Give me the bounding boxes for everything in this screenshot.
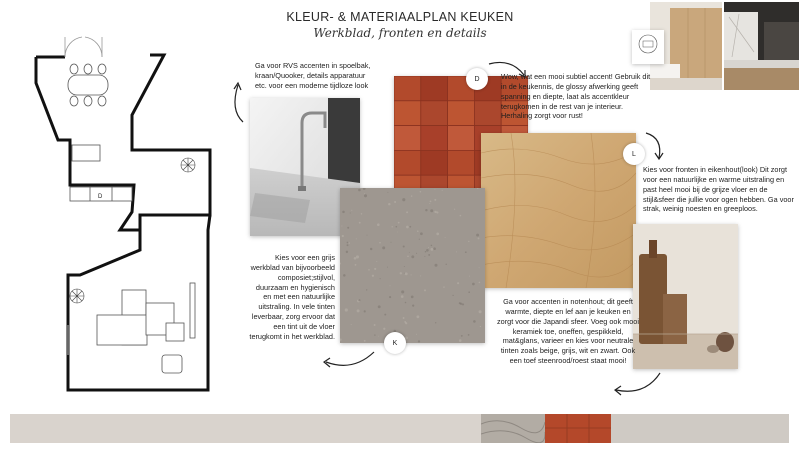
concrete-speckle xyxy=(402,198,405,201)
concrete-speckle xyxy=(459,339,462,342)
door-swing-left xyxy=(65,37,82,57)
concrete-speckle xyxy=(425,209,427,211)
concrete-speckle xyxy=(367,235,368,236)
brand-logo-card xyxy=(632,30,664,64)
concrete-speckle xyxy=(347,242,349,244)
concrete-speckle xyxy=(409,226,411,228)
concrete-speckle xyxy=(347,227,349,229)
concrete-speckle xyxy=(416,253,417,254)
concrete-speckle xyxy=(401,290,404,293)
concrete-speckle xyxy=(342,235,344,237)
concrete-speckle xyxy=(479,282,481,284)
kitchen-photo-marble xyxy=(724,2,799,90)
concrete-speckle xyxy=(364,310,366,312)
concrete-speckle xyxy=(380,278,381,279)
concrete-speckle xyxy=(359,222,361,224)
concrete-speckle xyxy=(411,255,414,258)
note-rvs: Ga voor RVS accenten in spoelbak, kraan/Quooker, details apparatuur etc. voor een moderne tijdloze look xyxy=(255,61,371,90)
concrete-speckle xyxy=(433,247,436,250)
concrete-speckle xyxy=(406,211,408,213)
concrete-speckle xyxy=(457,282,459,284)
concrete-speckle xyxy=(424,289,426,291)
floor-plan xyxy=(20,25,225,400)
concrete-speckle xyxy=(473,320,476,323)
tile xyxy=(394,126,421,151)
concrete-speckle xyxy=(434,211,436,213)
kitchen-island xyxy=(72,145,100,161)
tile xyxy=(448,126,475,151)
concrete-speckle xyxy=(405,302,407,304)
concrete-speckle xyxy=(416,315,419,318)
concrete-speckle xyxy=(454,209,455,210)
concrete-speckle xyxy=(426,249,429,252)
concrete-speckle xyxy=(400,272,402,274)
concrete-speckle xyxy=(374,334,375,335)
concrete-speckle xyxy=(430,209,433,212)
tile xyxy=(421,101,448,126)
arrow-worktop-icon xyxy=(318,342,378,372)
concrete-speckle xyxy=(468,291,470,293)
concrete-speckle xyxy=(374,324,376,326)
concrete-speckle xyxy=(430,201,432,203)
concrete-speckle xyxy=(416,334,417,335)
concrete-speckle xyxy=(445,237,446,238)
concrete-speckle xyxy=(372,275,374,277)
concrete-speckle xyxy=(442,190,443,191)
tile xyxy=(421,76,448,101)
concrete-speckle xyxy=(443,286,444,287)
tile xyxy=(394,101,421,126)
concrete-speckle xyxy=(468,241,469,242)
concrete-speckle xyxy=(411,274,412,275)
oak-sample xyxy=(481,133,636,288)
concrete-speckle xyxy=(351,324,352,325)
concrete-speckle xyxy=(383,328,385,330)
page-subtitle: Werkblad, fronten en details xyxy=(313,26,487,40)
plant-icon-lower xyxy=(70,289,84,303)
arrow-tile-icon xyxy=(486,58,531,83)
note-oak-fronts: Kies voor fronten in eikenhout(look) Dit zorgt voor een natuurlijke en warme uitstraling en past heel mooi bij de grijze vloer en de stijl&sfeer die jullie voor ogen hebben. Ga voor strak, weinig noesten en greeploos. xyxy=(643,165,794,214)
tile xyxy=(421,126,448,151)
concrete-speckle xyxy=(434,189,435,190)
concrete-speckle xyxy=(418,340,420,342)
concrete-speckle xyxy=(409,252,410,253)
concrete-speckle xyxy=(480,326,481,327)
tile xyxy=(394,150,421,175)
concrete-speckle xyxy=(436,233,439,236)
walnut-ceramic-photo xyxy=(633,224,738,369)
note-walnut-accents: Ga voor accenten in notenhout; dit geeft warmte, diepte en lef aan je keuken en zorgt voor die Japandi sfeer. Voeg ook mooi keramiek toe, oneffen, gespikkeld, mat&glans, varieer en kies voor neutrale tinten zoals beige, grijs, wit en zwart. Ook een toef steenrood/roest staat mooi! xyxy=(497,297,639,366)
concrete-speckle xyxy=(469,276,470,277)
concrete-speckle xyxy=(404,273,405,274)
concrete-speckle xyxy=(382,246,385,249)
concrete-speckle xyxy=(478,237,480,239)
concrete-speckle xyxy=(460,303,462,305)
concrete-speckle xyxy=(396,226,398,228)
concrete-speckle xyxy=(370,248,372,250)
concrete-speckle xyxy=(406,226,409,229)
arrow-walnut-icon xyxy=(610,368,665,398)
concrete-sample xyxy=(340,188,485,343)
concrete-speckle xyxy=(356,238,357,239)
concrete-speckle xyxy=(356,255,359,258)
concrete-speckle xyxy=(384,314,386,316)
strip-swatch-stone xyxy=(611,414,789,443)
concrete-speckle xyxy=(379,242,381,244)
concrete-speckle xyxy=(420,191,422,193)
concrete-speckle xyxy=(355,264,357,266)
concrete-speckle xyxy=(428,254,430,256)
concrete-speckle xyxy=(376,261,377,262)
concrete-speckle xyxy=(358,189,361,192)
strip-swatch-terracotta xyxy=(545,414,611,443)
tile xyxy=(448,150,475,175)
concrete-speckle xyxy=(392,226,393,227)
concrete-speckle xyxy=(389,296,391,298)
concrete-speckle xyxy=(479,310,482,313)
concrete-speckle xyxy=(435,322,436,323)
badge-d: D xyxy=(466,68,488,90)
concrete-speckle xyxy=(397,232,398,233)
concrete-speckle xyxy=(343,274,346,277)
concrete-speckle xyxy=(476,234,479,237)
concrete-speckle xyxy=(364,193,365,194)
concrete-speckle xyxy=(394,201,396,203)
concrete-speckle xyxy=(398,222,400,224)
concrete-speckle xyxy=(387,192,388,193)
concrete-speckle xyxy=(351,210,352,211)
concrete-speckle xyxy=(404,321,406,323)
concrete-speckle xyxy=(419,239,420,240)
concrete-speckle xyxy=(357,309,360,312)
concrete-speckle xyxy=(378,336,379,337)
concrete-speckle xyxy=(345,308,348,311)
concrete-speckle xyxy=(424,256,425,257)
concrete-speckle xyxy=(468,334,470,336)
tile xyxy=(421,150,448,175)
strip-swatch-concrete xyxy=(481,414,545,443)
concrete-speckle xyxy=(377,223,380,226)
arrow-rvs-icon xyxy=(228,80,248,125)
tile xyxy=(394,76,421,101)
concrete-speckle xyxy=(364,194,367,197)
concrete-speckle xyxy=(387,267,388,268)
concrete-speckle xyxy=(354,257,357,260)
concrete-speckle xyxy=(358,299,360,301)
plant-icon xyxy=(181,158,195,172)
concrete-speckle xyxy=(405,272,408,275)
concrete-speckle xyxy=(461,335,463,337)
concrete-speckle xyxy=(407,255,409,257)
wall-upper xyxy=(36,55,210,230)
concrete-speckle xyxy=(420,275,421,276)
concrete-speckle xyxy=(417,230,419,232)
concrete-speckle xyxy=(479,267,480,268)
sofa xyxy=(97,290,184,373)
concrete-speckle xyxy=(460,215,462,217)
concrete-speckle xyxy=(452,295,453,296)
concrete-speckle xyxy=(435,264,438,267)
page-title: KLEUR- & MATERIAALPLAN KEUKEN xyxy=(286,10,514,24)
concrete-speckle xyxy=(389,285,390,286)
concrete-speckle xyxy=(368,269,370,271)
concrete-speckle xyxy=(420,232,423,235)
concrete-speckle xyxy=(434,199,436,201)
arrow-oak-icon xyxy=(643,130,667,162)
concrete-speckle xyxy=(374,268,376,270)
concrete-speckle xyxy=(430,248,433,251)
note-tile-accent: Wow, wat een mooi subtiel accent! Gebruik dit in de keukennis, de glossy afwerking geeft spanning en diepte, laat als accentkleur terugkomen in de rest van je interieur. Herhaling zorgt voor rust! xyxy=(501,72,651,121)
dining-table xyxy=(68,64,108,106)
concrete-speckle xyxy=(446,264,447,265)
concrete-speckle xyxy=(404,266,405,267)
concrete-speckle xyxy=(388,203,390,205)
concrete-speckle xyxy=(412,305,414,307)
concrete-speckle xyxy=(347,244,349,246)
concrete-speckle xyxy=(403,317,405,319)
concrete-speckle xyxy=(411,195,412,196)
tile xyxy=(448,101,475,126)
concrete-speckle xyxy=(350,212,351,213)
concrete-speckle xyxy=(425,251,426,252)
concrete-speckle xyxy=(401,295,404,298)
badge-l: L xyxy=(623,143,645,165)
concrete-speckle xyxy=(429,203,430,204)
concrete-speckle xyxy=(411,296,414,299)
tv-cabinet xyxy=(190,283,195,338)
concrete-speckle xyxy=(346,251,348,253)
floor-plan-marker: D xyxy=(98,194,103,200)
concrete-speckle xyxy=(456,251,457,252)
note-worktop: Kies voor een grijs werkblad van bijvoorbeeld composiet;stijlvol, duurzaam en hygienisch en met een natuurlijke uitstraling. In vele tinten leverbaar, zorg ervoor dat een tint uit de vloer terugkomt in het werkblad. xyxy=(249,253,335,341)
badge-k: K xyxy=(384,332,406,354)
concrete-speckle xyxy=(342,211,345,214)
concrete-speckle xyxy=(428,247,429,248)
concrete-speckle xyxy=(378,305,381,308)
concrete-speckle xyxy=(431,245,433,247)
concrete-speckle xyxy=(391,242,392,243)
page-header xyxy=(250,10,550,40)
concrete-speckle xyxy=(403,245,405,247)
concrete-speckle xyxy=(349,242,350,243)
concrete-speckle xyxy=(472,283,475,286)
door-swing-right xyxy=(85,37,102,57)
concrete-speckle xyxy=(465,251,467,253)
concrete-speckle xyxy=(366,289,367,290)
tile xyxy=(474,101,501,126)
concrete-speckle xyxy=(341,225,342,226)
concrete-speckle xyxy=(361,213,362,214)
